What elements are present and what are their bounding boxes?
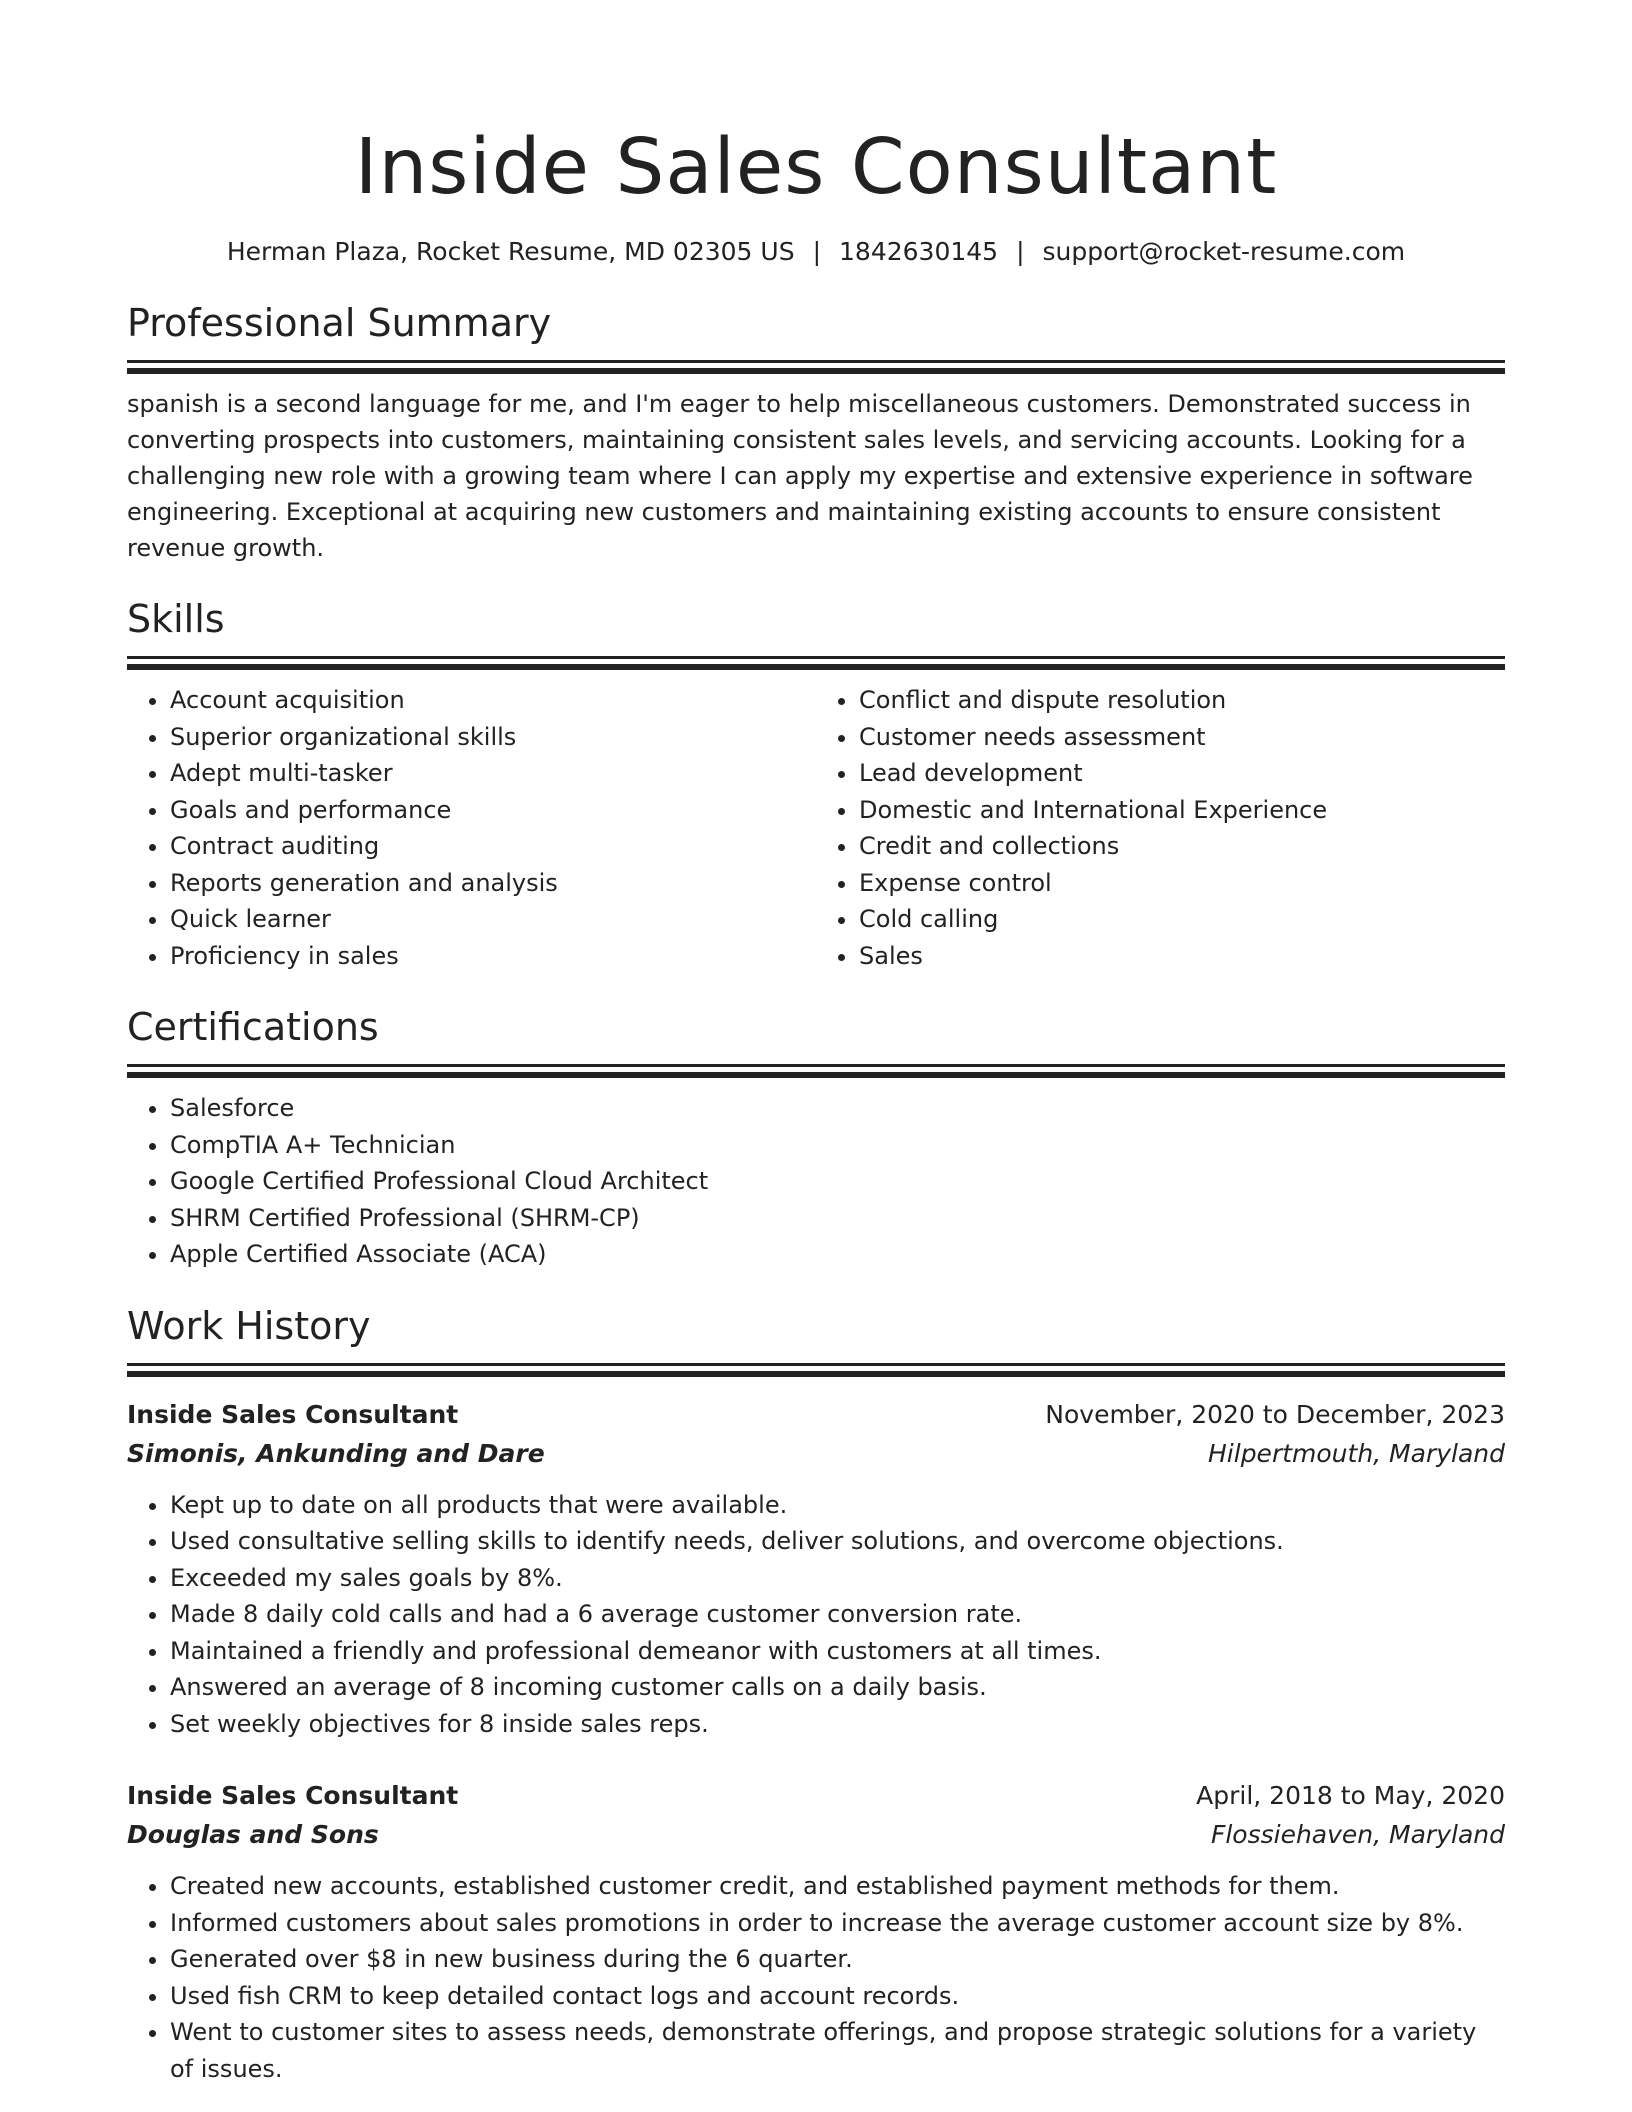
skill-item: • Expense control — [859, 865, 1505, 902]
job-dates: November, 2020 to December, 2023 — [1045, 1399, 1505, 1429]
job-company-row — [127, 1434, 1505, 1473]
certification-item: • SHRM Certified Professional (SHRM-CP) — [170, 1200, 1505, 1237]
skills-grid — [127, 670, 1505, 974]
skill-item: • Cold calling — [859, 901, 1505, 938]
skill-item: • Goals and performance — [170, 792, 816, 829]
skill-item: • Proficiency in sales — [170, 938, 816, 975]
job-bullet: • Set weekly objectives for 8 inside sales reps. — [170, 1706, 1505, 1743]
skill-item: • Account acquisition — [170, 682, 816, 719]
job-bullet: • Maintained a friendly and professional demeanor with customers at all times. — [170, 1633, 1505, 1670]
section-divider — [127, 1064, 1505, 1067]
summary-text: spanish is a second language for me, and I'm eager to help miscellaneous customers. Demonstrated success in converting prospects into customers, maintaining consistent sales levels, and servicing accounts. Looking for a challenging new role with a growing team where I can apply my expertise and extensive experience in software engineering. Exceptional at acquiring new customers and maintaining existing accounts to ensure consistent revenue growth. — [127, 390, 1473, 562]
certifications-section — [127, 1002, 1505, 1273]
contact-phone[interactable]: 1842630145 — [839, 237, 999, 266]
summary-section — [127, 298, 1505, 566]
skills-section — [127, 594, 1505, 974]
job-bullet: • Generated over $8 in new business during the 6 quarter. — [170, 1941, 1505, 1978]
resume-title: Inside Sales Consultant — [354, 123, 1278, 212]
job-bullet: • Created new accounts, established customer credit, and established payment methods for them. — [170, 1868, 1505, 1905]
certification-item: • CompTIA A+ Technician — [170, 1127, 1505, 1164]
job-bullet: • Exceeded my sales goals by 8%. — [170, 1560, 1505, 1597]
job-dates: April, 2018 to May, 2020 — [1196, 1781, 1505, 1810]
job-header-row — [127, 1776, 1505, 1815]
job-header-row — [127, 1395, 1505, 1434]
skill-item: • Domestic and International Experience — [859, 792, 1505, 829]
job-title: Inside Sales Consultant — [127, 1399, 459, 1429]
job-company: Douglas and Sons — [127, 1820, 379, 1849]
skills-list-left — [127, 682, 816, 974]
certification-item: • Salesforce — [170, 1090, 1505, 1127]
job-bullet: • Answered an average of 8 incoming customer calls on a daily basis. — [170, 1669, 1505, 1706]
certification-item: • Google Certified Professional Cloud Architect — [170, 1163, 1505, 1200]
skill-item: • Quick learner — [170, 901, 816, 938]
certification-item: • Apple Certified Associate (ACA) — [170, 1236, 1505, 1273]
section-heading-certifications: Certifications — [127, 1005, 379, 1049]
skill-item: • Sales — [859, 938, 1505, 975]
skill-item: • Customer needs assessment — [859, 719, 1505, 756]
skill-item: • Lead development — [859, 755, 1505, 792]
job-title: Inside Sales Consultant — [127, 1781, 459, 1810]
skill-item: • Superior organizational skills — [170, 719, 816, 756]
skill-item: • Credit and collections — [859, 828, 1505, 865]
section-divider — [127, 1371, 1505, 1377]
contact-address: Herman Plaza, Rocket Resume, MD 02305 US — [226, 237, 795, 266]
section-heading-summary: Professional Summary — [127, 301, 552, 345]
section-divider — [127, 1072, 1505, 1078]
section-divider — [127, 360, 1505, 363]
section-divider — [127, 1363, 1505, 1366]
job-bullets — [127, 1868, 1505, 2087]
contact-email[interactable]: support@rocket-resume.com — [1042, 237, 1406, 266]
job-bullet: • Used consultative selling skills to identify needs, deliver solutions, and overcome objections. — [170, 1523, 1505, 1560]
skill-item: • Contract auditing — [170, 828, 816, 865]
certifications-list — [127, 1090, 1505, 1273]
job-bullet: • Used fish CRM to keep detailed contact logs and account records. — [170, 1978, 1505, 2015]
job-bullet: • Kept up to date on all products that were available. — [170, 1487, 1505, 1524]
contact-separator: | — [1016, 237, 1025, 266]
job-location: Flossiehaven, Maryland — [1210, 1820, 1505, 1849]
job-company-row — [127, 1815, 1505, 1854]
skill-item: • Reports generation and analysis — [170, 865, 816, 902]
contact-line — [127, 234, 1505, 270]
job-bullet: • Went to customer sites to assess needs, demonstrate offerings, and propose strategic solutions for a variety of issues. — [170, 2014, 1505, 2087]
job-bullet: • Made 8 daily cold calls and had a 6 average customer conversion rate. — [170, 1596, 1505, 1633]
section-divider — [127, 368, 1505, 374]
work-history-section — [127, 1301, 1505, 2088]
job-company: Simonis, Ankunding and Dare — [127, 1438, 545, 1468]
section-divider — [127, 656, 1505, 659]
skill-item: • Conflict and dispute resolution — [859, 682, 1505, 719]
skills-list-right — [816, 682, 1505, 974]
job-entry — [127, 1776, 1505, 2087]
job-location: Hilpertmouth, Maryland — [1208, 1438, 1505, 1468]
job-bullets — [127, 1487, 1505, 1743]
job-bullet: • Informed customers about sales promotions in order to increase the average customer account size by 8%. — [170, 1905, 1505, 1942]
skill-item: • Adept multi-tasker — [170, 755, 816, 792]
section-heading-skills: Skills — [127, 597, 225, 641]
section-heading-work-history: Work History — [127, 1303, 371, 1348]
job-entry — [127, 1395, 1505, 1743]
contact-separator: | — [812, 237, 822, 266]
